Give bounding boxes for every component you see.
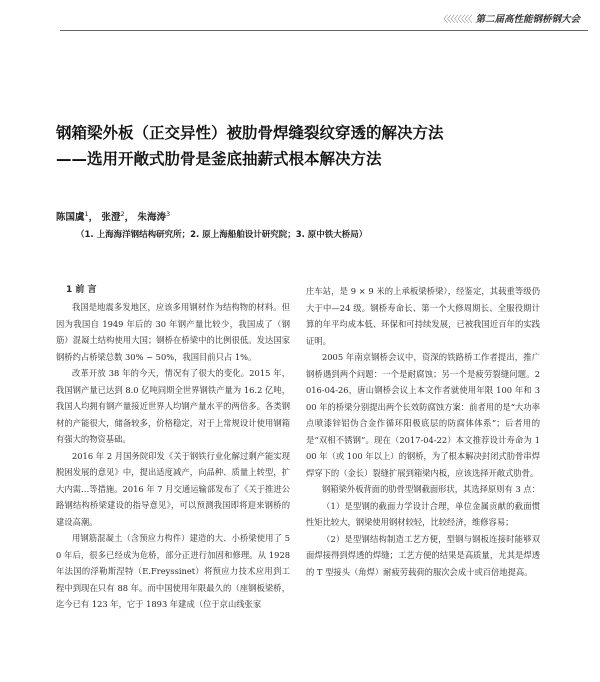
- section-heading: 1 前 言: [66, 285, 97, 295]
- body-paragraph: 庄车站，是 9 × 9 米的上承板梁桥梁），经鉴定，其载重等级仍大于中—24 级。钢桥寿命长、第一个大修周期长、全服役期计算的年平均成本低、环保和可持续发展，已被我国近百年的实践证明。: [306, 286, 540, 346]
- conference-name: 第二届高性能钢桥钢大会: [475, 14, 580, 25]
- running-header: [372, 10, 580, 26]
- paper-title: 钢箱梁外板（正交异性）被肋骨焊缝裂纹穿透的解决方法: [56, 124, 444, 142]
- author-name: 张澄: [101, 212, 121, 223]
- body-paragraph: 2005 年南京钢桥会议中，资深的铁路桥工作者提出，推广钢桥遇到两个问题：一个是耐腐蚀；另一个是疲劳裂缝问题。2016-04-26，唐山钢桥会议上本文作者就使用年限 100 年和 300 年的桥梁分别提出两个长效防腐蚀方案：前者用的是“大功率点喷漆锌铝伪合金作循环阳极底层的防腐体体系”；后者用的是“双相不锈钢”。现在（2017-04-22）本文推荐设计寿命为 100 年（或 100 年以上）的钢桥，为了根本解决封闭式肋骨串焊焊穿下的（金长）裂缝扩展到箱梁内板，应该选择开敞式肋骨。: [306, 352, 540, 478]
- header-rule: [60, 30, 588, 31]
- left-column: [56, 283, 290, 613]
- body-paragraph: 改革开放 38 年的今天，情况有了很大的变化。2015 年，我国钢产量已达到 8.0 亿吨同期全世界钢铁产量为 16.2 亿吨，我国人均拥有钢产量接近世界人均钢产量水平的两倍多。各类钢材的产能很大，储备较多，价格稳定，对于上常规设计使用钢箱有强大的物资基础。: [56, 368, 290, 444]
- author-list: 陈国虞$^1$， 张澄$^2$， 朱海涛$^3$: [56, 209, 171, 223]
- right-column: [306, 283, 540, 580]
- body-paragraph: 2016 年 2 月国务院印发《关于钢铁行业化解过剩产能实现脱困发展的意见》中，提出适度减产，向品种、质量上转型，扩大内需…等措施。2016 年 7 月交通运输部发布了《关于推进公路钢结构桥梁建设的指导意见》，可以预测我国即将迎来钢桥的建设高潮。: [56, 450, 290, 527]
- author-affiliation-mark: 2: [120, 209, 125, 218]
- body-paragraph: （1）是型钢的截面力学设计合理，单位金属贡献的截面惯性矩比较大，钢梁使用钢材较轻，比较经济，维修容易；: [306, 500, 540, 527]
- author-affiliation-mark: 1: [84, 209, 89, 218]
- body-paragraph: 我国是地震多发地区，应该多用钢材作为结构物的材料。但因为我国自 1949 年后的 30 年钢产量比较少，我国成了（钢筋）混凝土结构使用大国；钢桥在桥梁中的比例很低。发达国家钢桥约占桥梁总数 30% ~ 50%，我国目前只占 1%。: [56, 302, 290, 362]
- body-paragraph: （2）是型钢结构制造工艺方便，型钢与钢板连接时能够双面焊接得到焊透的焊缝；工艺方便的结果是高质量，尤其是焊透的 T 型接头（角焊）耐疲劳载荷的服次会成十或百倍地提高。: [306, 533, 540, 577]
- author-name: 陈国虞: [56, 212, 85, 223]
- paper-subtitle: ——选用开敞式肋骨是釜底抽薪式根本解决方法: [56, 150, 382, 168]
- author-name: 朱海涛: [137, 212, 166, 223]
- affiliations: （1. 上海海洋钢结构研究所；2. 原上海船舶设计研究院；3. 原中铁大桥局）: [76, 230, 368, 240]
- author-affiliation-mark: 3: [165, 209, 171, 218]
- body-paragraph: 用钢筋混凝土（含预应力构件）建造的大、小桥梁使用了 50 年后，很多已经成为危桥，部分正进行加固和修理。从 1928 年法国的浮勒斯涅特（E.Freyssinet）将预应力技术应用到工程中到现在只有 88 年。而中国使用年限最久的（座钢板梁桥，迄今已有 123 年，它于 1893 年建成（位于京山线张家: [56, 533, 290, 609]
- body-paragraph: 钢箱梁外板背面的肋骨型钢截面形状，其选择原则有 3 点：: [322, 484, 540, 494]
- header-ornament: 〈〈〈〈〈〈〈〈: [438, 14, 472, 25]
